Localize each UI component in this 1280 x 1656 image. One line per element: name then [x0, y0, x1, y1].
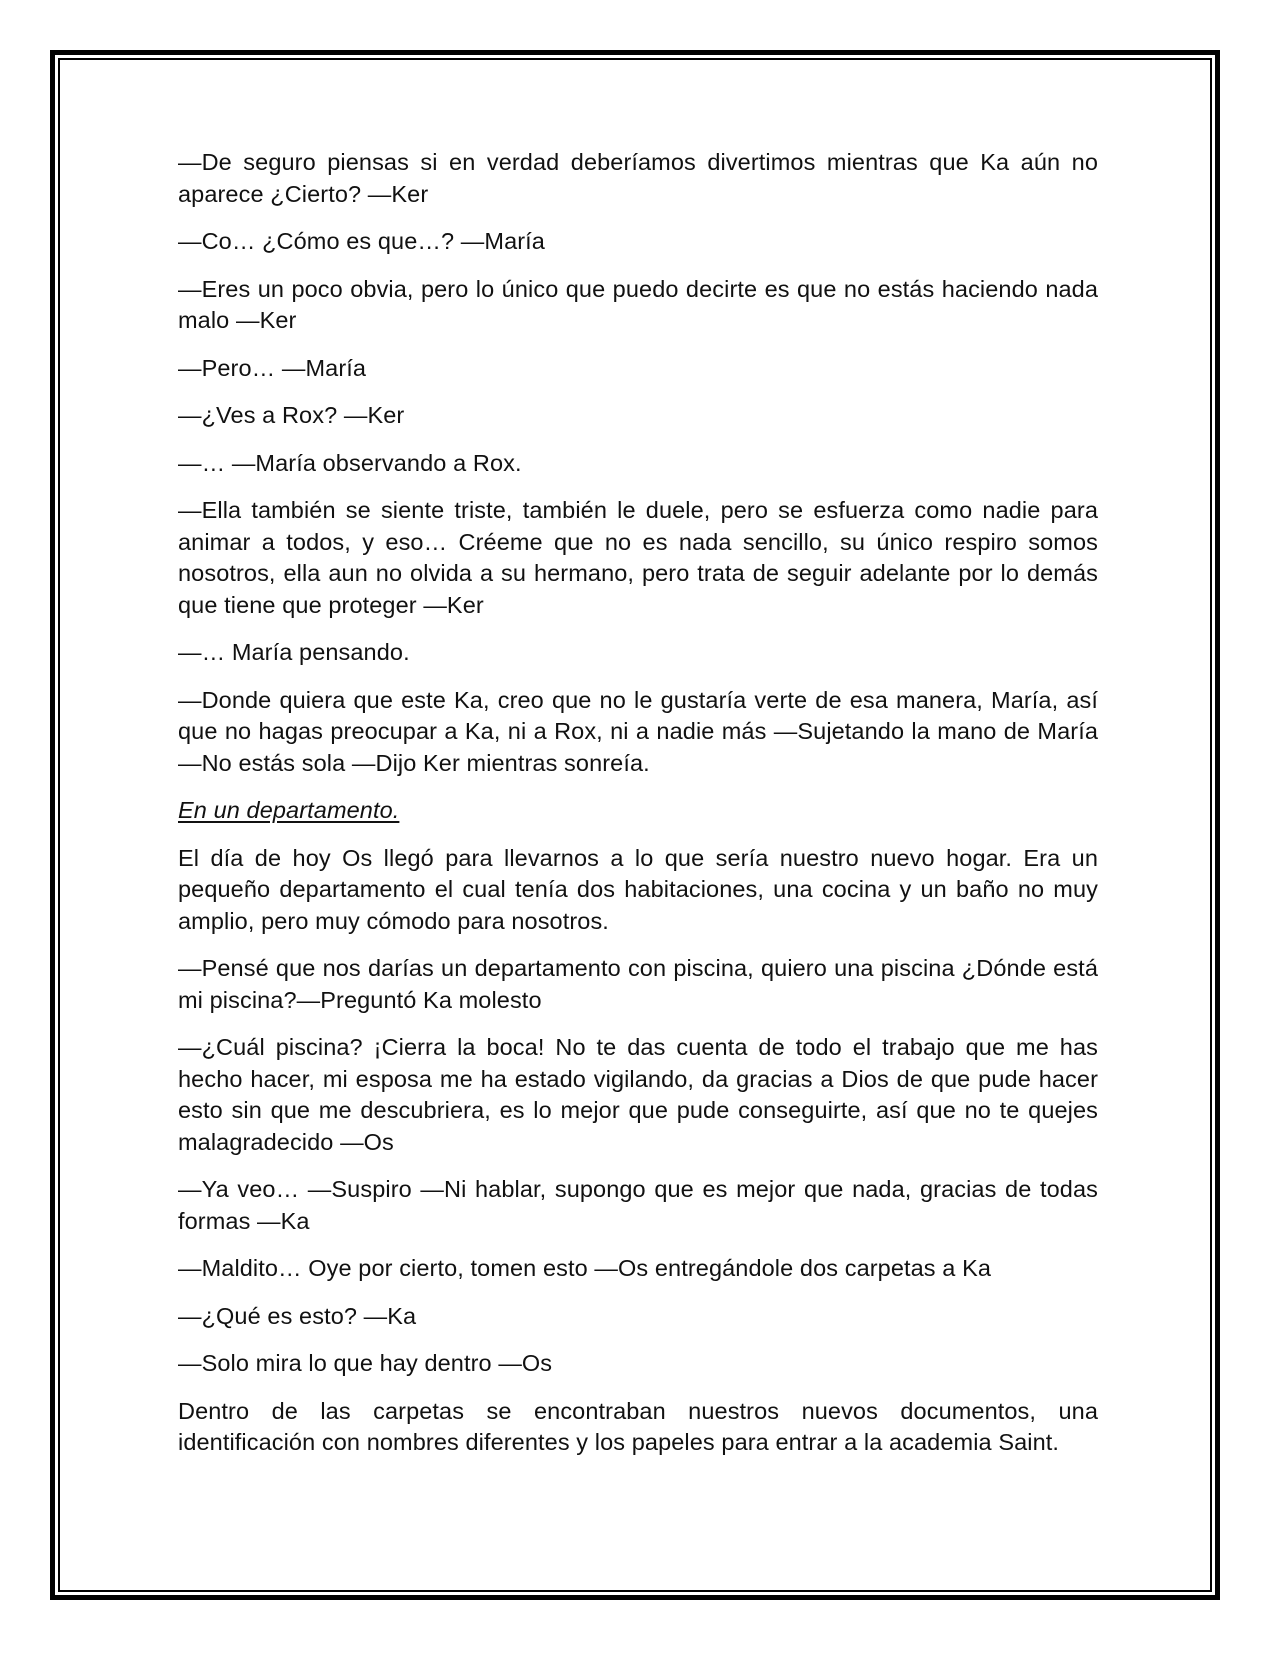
scene-heading: En un departamento.: [178, 797, 400, 823]
paragraph-9: —Donde quiera que este Ka, creo que no le gustaría verte de esa manera, María, así que no hagas preocupar a Ka, ni a Rox, ni a nadie más —Sujetando la mano de María —No estás sola —Dijo Ker mientras sonreía.: [178, 686, 1098, 776]
paragraph-6: —… —María observando a Rox.: [178, 449, 522, 476]
paragraph-3: —Eres un poco obvia, pero lo único que puedo decirte es que no estás haciendo nada malo —Ker: [178, 275, 1098, 333]
document-body: [178, 147, 1098, 1475]
paragraph-17: —Solo mira lo que hay dentro —Os: [178, 1350, 553, 1376]
paragraph-15: —Maldito… Oye por cierto, tomen esto —Os entregándole dos carpetas a Ka: [178, 1255, 992, 1281]
paragraph-16: —¿Qué es esto? —Ka: [178, 1302, 417, 1329]
paragraph-1: —De seguro piensas si en verdad deberíamos divertimos mientras que Ka aún no aparece ¿Cierto? —Ker: [178, 149, 1098, 207]
paragraph-7: —Ella también se siente triste, también le duele, pero se esfuerza como nadie para animar a todos, y eso… Créeme que no es nada sencillo, su único respiro somos nosotros, ella aun no olvida a su hermano, pero trata de seguir adelante por lo demás que tiene que proteger —Ker: [178, 497, 1098, 618]
paragraph-5: —¿Ves a Rox? —Ker: [178, 402, 405, 428]
paragraph-4: —Pero… —María: [178, 354, 367, 381]
paragraph-11: El día de hoy Os llegó para llevarnos a lo que sería nuestro nuevo hogar. Era un pequeño departamento el cual tenía dos habitaciones, una cocina y un baño no muy amplio, pero muy cómodo para nosotros.: [178, 844, 1098, 934]
paragraph-12: —Pensé que nos darías un departamento con piscina, quiero una piscina ¿Dónde está mi piscina?—Preguntó Ka molesto: [178, 955, 1098, 1013]
scene-heading-paragraph: [178, 795, 1098, 827]
paragraph-13: —¿Cuál piscina? ¡Cierra la boca! No te das cuenta de todo el trabajo que me has hecho hacer, mi esposa me ha estado vigilando, da gracias a Dios de que pude hacer esto sin que me descubriera, es lo mejor que pude conseguirte, así que no te quejes malagradecido —Os: [178, 1034, 1098, 1155]
paragraph-14: —Ya veo… —Suspiro —Ni hablar, supongo que es mejor que nada, gracias de todas formas —Ka: [178, 1176, 1098, 1234]
paragraph-2: —Co… ¿Cómo es que…? —María: [178, 228, 545, 254]
paragraph-18: Dentro de las carpetas se encontraban nuestros nuevos documentos, una identificación con nombres diferentes y los papeles para entrar a la academia Saint.: [178, 1397, 1098, 1455]
paragraph-8: —… María pensando.: [178, 639, 410, 665]
